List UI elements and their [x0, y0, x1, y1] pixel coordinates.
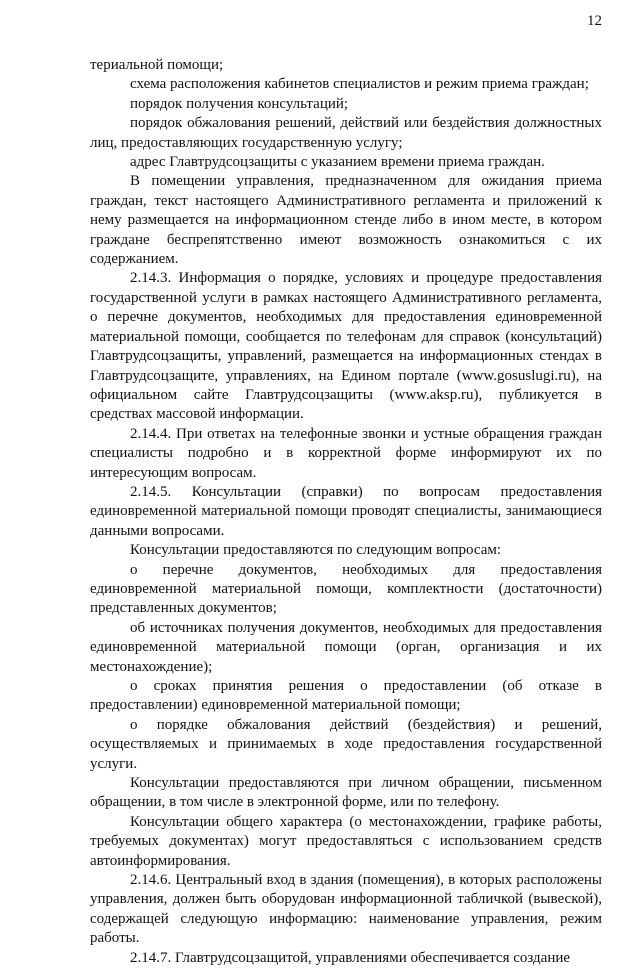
paragraph: В помещении управления, предназначенном для ожидания приема граждан, текст настоящего Административного регламента и приложений к нему размещается на информационном стенде либо в ином месте, в котором граждане беспрепятственно имеют возможность ознакомиться с их содержанием.	[90, 173, 602, 268]
paragraph: схема расположения кабинетов специалистов и режим приема граждан;	[130, 76, 589, 93]
paragraph: 2.14.7. Главтрудсоцзащитой, управлениями обеспечивается создание	[130, 949, 571, 966]
paragraph: об источниках получения документов, необходимых для предоставления единовременной материальной помощи (орган, организация и их местонахождение);	[90, 619, 602, 675]
paragraph: 2.14.4. При ответах на телефонные звонки и устные обращения граждан специалисты подробно и в корректной форме информируют их по интересующим вопросам.	[90, 425, 602, 481]
paragraph: Консультации предоставляются при личном обращении, письменном обращении, в том числе в электронной форме, или по телефону.	[90, 775, 602, 811]
paragraph: порядок обжалования решений, действий или бездействия должностных лиц, предоставляющих государственную услугу;	[90, 115, 602, 151]
page-number: 12	[587, 13, 602, 29]
paragraph-continuation: териальной помощи;	[90, 57, 224, 73]
paragraph: Консультации общего характера (о местонахождении, графике работы, требуемых документах) могут предоставляться с использованием средств автоинформирования.	[90, 813, 602, 869]
paragraph: 2.14.5. Консультации (справки) по вопросам предоставления единовременной материальной помощи проводят специалисты, занимающиеся данными вопросами.	[90, 483, 602, 539]
paragraph: адрес Главтрудсоцзащиты с указанием времени приема граждан.	[130, 154, 545, 171]
page-body	[90, 56, 602, 968]
paragraph: Консультации предоставляются по следующим вопросам:	[130, 542, 502, 559]
paragraph: о сроках принятия решения о предоставлении (об отказе в предоставлении) единовременной материальной помощи;	[90, 678, 602, 714]
paragraph: 2.14.6. Центральный вход в здания (помещения), в которых расположены управления, должен быть оборудован информационной табличкой (вывеской), содержащей следующую информацию: наименование управления, режим работы.	[90, 872, 602, 947]
paragraph: порядок получения консультаций;	[130, 95, 349, 112]
paragraph: о порядке обжалования действий (бездействия) и решений, осуществляемых и принимаемых в ходе предоставления государственной услуги.	[90, 716, 602, 772]
paragraph: 2.14.3. Информация о порядке, условиях и процедуре предоставления государственной услуги в рамках настоящего Административного регламента, о перечне документов, необходимых для предоставления единовременной материальной помощи, сообщается по телефонам для справок (консультаций) Главтрудсоцзащиты, управлений, размещается на информационных стендах в Главтрудсоцзащите, управлениях, на Едином портале (www.gosuslugi.ru), на официальном сайте Главтрудсоцзащиты (www.aksp.ru), публикуется в средствах массовой информации.	[90, 270, 602, 423]
paragraph: о перечне документов, необходимых для предоставления единовременной материальной помощи, комплектности (достаточности) представленных документов;	[90, 561, 602, 617]
